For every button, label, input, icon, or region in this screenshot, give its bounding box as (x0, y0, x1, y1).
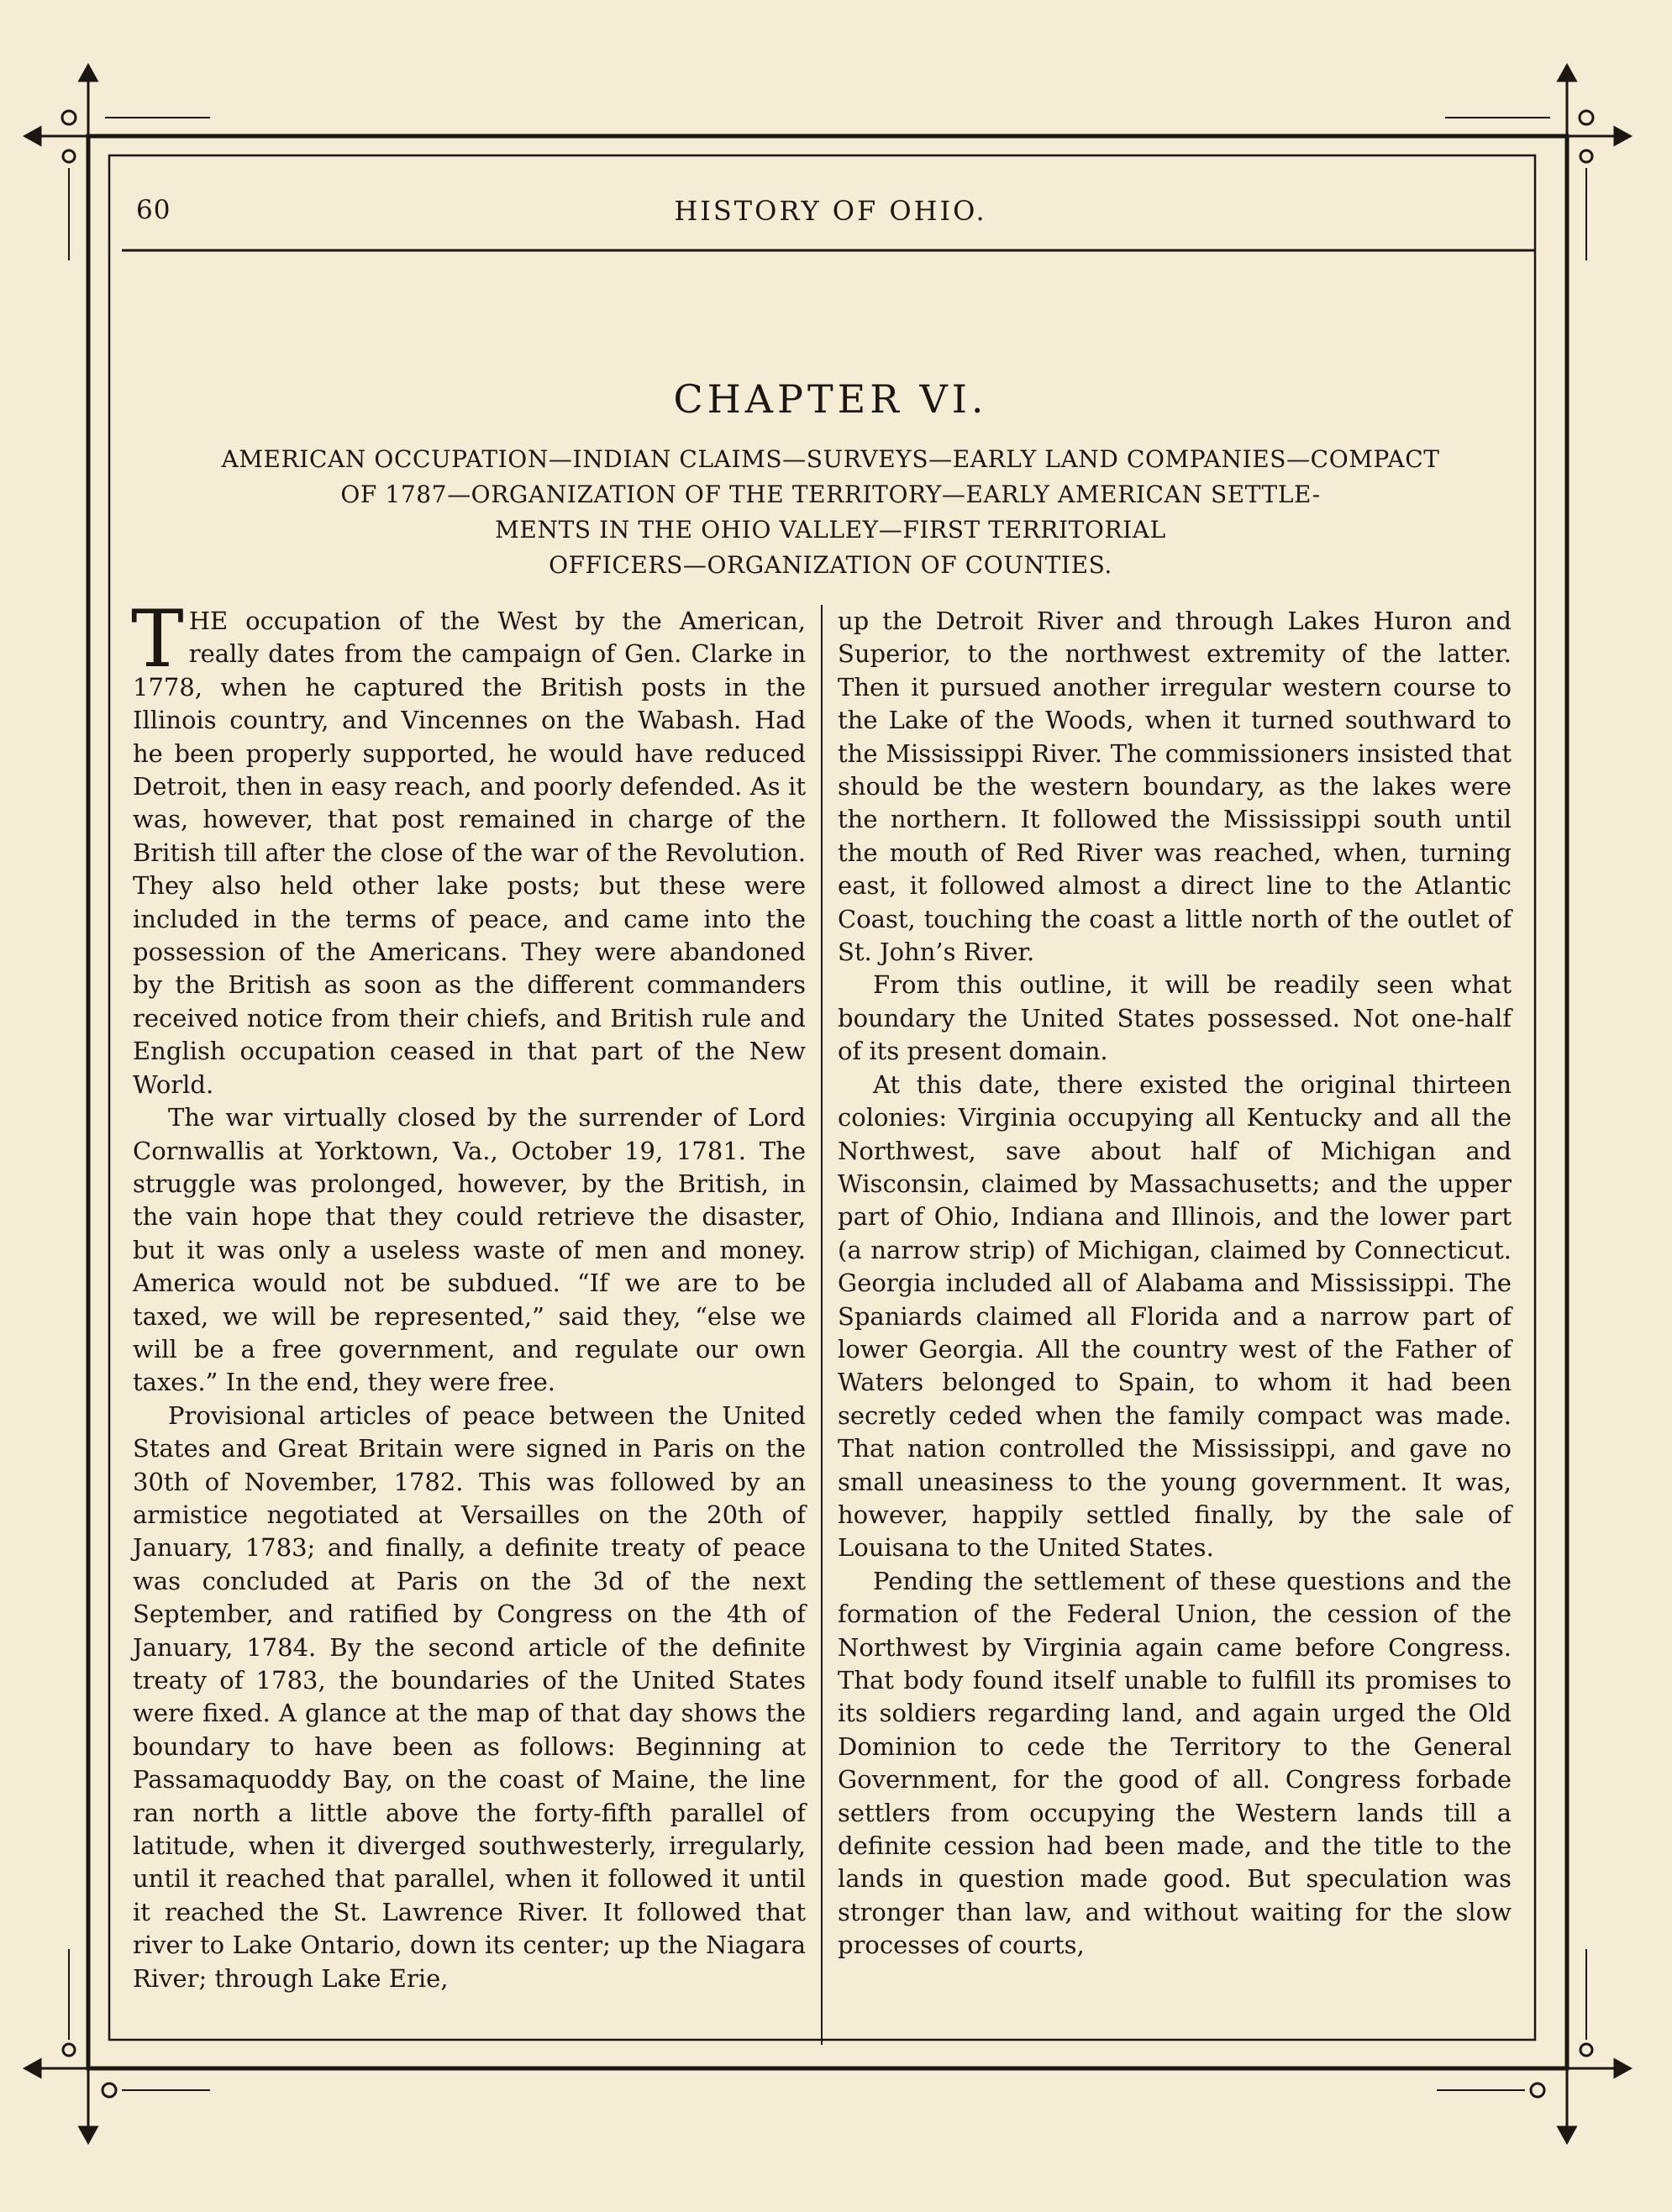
paragraph: Provisional articles of peace between the United States and Great Britain were signed in Paris on the 30th of November, 1782. This was followed by an armistice negotiated at Versailles on the 20th of January, 1783; and finally, a definite treaty of peace was concluded at Paris on the 3d of the next September, and ratified by Congress on the 4th of January, 1784. By the second article of the definite treaty of 1783, the boundaries of the United States were fixed. A glance at the map of that day shows the boundary to have been as follows: Beginning at Passamaquoddy Bay, on the coast of Maine, the line ran north a little above the forty-fifth parallel of latitude, when it diverged southwesterly, irregularly, until it reached that parallel, when it followed it until it reached the St. Lawrence River. It followed that river to Lake Ontario, down its center; up the Niagara River; through Lake Erie, (133, 1400, 806, 1993)
left-text-column (131, 594, 806, 1995)
paragraph-text: HE occupation of the West by the American, really dates from the campaign of Gen. Clarke in 1778, when he captured the British posts in the Illinois country, and Vincennes on the Wabash. Had he been properly supported, he would have reduced Detroit, then in easy reach, and poorly defended. As it was, however, that post remained in charge of the British till after the close of the war of the Revolution. They also held other lake posts; but these were included in the terms of peace, and came into the possession of the Americans. They were abandoned by the British as soon as the different commanders received notice from their chiefs, and British rule and English occupation ceased in that part of the New World. (133, 607, 806, 1099)
chapter-summary-line: OF 1787—ORGANIZATION OF THE TERRITORY—EARLY AMERICAN SETTLE- (340, 481, 1321, 508)
chapter-summary-line: AMERICAN OCCUPATION—INDIAN CLAIMS—SURVEYS—EARLY LAND COMPANIES—COMPACT (221, 445, 1440, 473)
corner-ornament-bottom-right (1437, 1949, 1630, 2142)
page-header (126, 195, 1535, 232)
paragraph: up the Detroit River and through Lakes Huron and Superior, to the northwest extremity of the latter. Then it pursued another irregular western course to the Lake of the Woods, when it turned southward to the Mississippi River. The commissioners insisted that should be the western boundary, as the lakes were the northern. It followed the Mississippi south until the mouth of Red River was reached, when, turning east, it followed almost a direct line to the Atlantic Coast, touching the coast a little north of the outlet of St. John’s River. (838, 607, 1512, 967)
chapter-summary-line: MENTS IN THE OHIO VALLEY—FIRST TERRITORIAL (495, 516, 1166, 544)
chapter-title: CHAPTER VI. (673, 376, 988, 422)
page-number: 60 (136, 195, 171, 225)
chapter-summary (126, 442, 1535, 583)
paragraph: From this outline, it will be readily seen what boundary the United States possessed. Not one-half of its present domain. (838, 970, 1512, 1066)
paragraph: The war virtually closed by the surrender of Lord Cornwallis at Yorktown, Va., October 19, 1781. The struggle was prolonged, however, by the British, in the vain hope that they could retrieve the disaster, but it was only a useless waste of men and money. America would not be subdued. “If we are to be taxed, we will be represented,” said they, “else we will be a free government, and regulate our own taxes.” In the end, they were free. (133, 1103, 806, 1397)
paragraph: At this date, there existed the original thirteen colonies: Virginia occupying all Kentucky and all the Northwest, save about half of Michigan and Wisconsin, claimed by Massachusetts; and the upper part of Ohio, Indiana and Illinois, and the lower part (a narrow strip) of Michigan, claimed by Connecticut. Georgia included all of Alabama and Mississippi. The Spaniards claimed all Florida and a narrow part of lower Georgia. All the country west of the Father of Waters belonged to Spain, to whom it had been secretly ceded when the family compact was made. That nation controlled the Mississippi, and gave no small uneasiness to the young government. It was, however, happily settled finally, by the sale of Louisana to the United States. (838, 1069, 1512, 1563)
running-title: HISTORY OF OHIO. (674, 195, 987, 227)
right-text-column (838, 605, 1512, 1962)
paragraph (131, 594, 806, 1101)
drop-cap: T (131, 594, 184, 686)
chapter-summary-line: OFFICERS—ORGANIZATION OF COUNTIES. (549, 551, 1112, 579)
paragraph: Pending the settlement of these questions and the formation of the Federal Union, the cession of the Northwest by Virginia again came before Congress. That body found itself unable to fulfill its promises to its soldiers regarding land, and again urged the Old Dominion to cede the Territory to the General Government, for the good of all. Congress forbade settlers from occupying the Western lands till a definite cession had been made, and the title to the lands in question made good. But speculation was stronger than law, and without waiting for the slow processes of courts, (838, 1566, 1512, 1960)
